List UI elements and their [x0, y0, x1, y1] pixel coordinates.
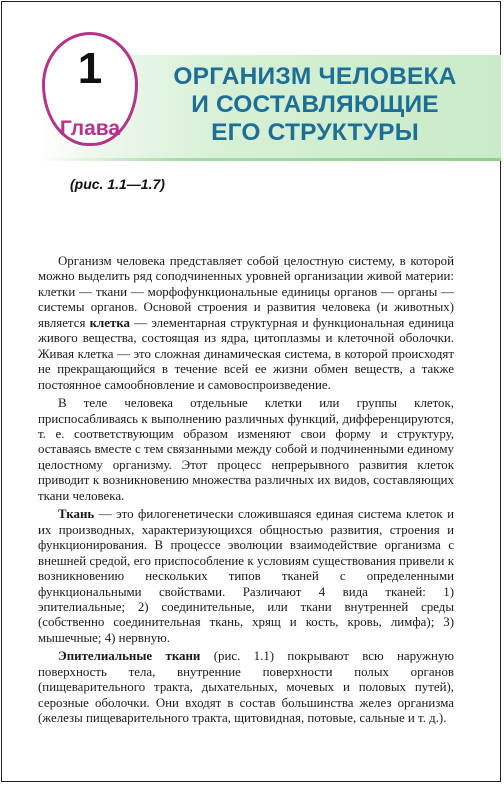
paragraph-text: — это филогенетически сложившаяся единая система клеток и их производных, характеризующихся общностью развития, строения и функционирования. В процессе эволюции взаимодействие организма с внешней средой, его приспособление к условиям существования привели к возникновению нескольких типов тканей с определенными функциональными свойствами. Различают 4 вида тканей: 1) эпителиальные; 2) соединительные, или ткани внутренней среды (собственно соединительная ткань, хрящ и кость, кровь, лимфа); 3) мышечные; 4) нервную.	[38, 507, 454, 645]
chapter-title-line: ОРГАНИЗМ ЧЕЛОВЕКА	[173, 63, 457, 90]
bold-term: Эпителиальные ткани	[58, 649, 201, 664]
paragraph: В теле человека отдельные клетки или группы клеток, приспосабливаясь к выполнению различных функций, дифференцируются, т. е. соответствующим образом изменяют свои форму и структуру, оставаясь вместе с тем связанными между собой и подчиненными единому целостному организму. Этот процесс непрерывного развития клеток приводит к возникновению множества различных их видов, составляющих ткани человека.	[38, 396, 454, 503]
body-text	[38, 254, 454, 727]
chapter-title-line: И СОСТАВЛЯЮЩИЕ	[191, 91, 439, 118]
paragraph	[38, 649, 454, 726]
figure-reference: (рис. 1.1—1.7)	[70, 176, 165, 192]
chapter-number: 1	[77, 44, 103, 93]
paragraph-text: — элементарная структурная и функциональная единица живого вещества, состоящая из ядра, цитоплазмы и клеточной оболочки. Живая клетка — это сложная динамическая система, в которой происходят не прекращающийся в течение всей ее жизни обмен веществ, а также постоянное самообновление и самовоспроизведение.	[38, 315, 455, 392]
chapter-label: Глава	[59, 117, 121, 140]
paragraph	[38, 254, 454, 393]
bold-term: клетка	[89, 315, 130, 330]
chapter-header-rule	[38, 158, 501, 161]
chapter-title-line: ЕГО СТРУКТУРЫ	[211, 119, 419, 146]
bold-term: Ткань	[58, 507, 95, 522]
paragraph-text: Организм человека представляет собой целостную систему, в которой можно выделить ряд соподчиненных уровней организации живой материи: клетки — ткани — морфофункциональные единицы органов — органы — системы органов. Основой строения и развития человека (и животных) является	[38, 254, 454, 330]
chapter-title	[150, 63, 480, 147]
paragraph-text: (рис. 1.1) покрывают всю наружную поверхность тела, внутренние поверхности полых органов (пищеварительного тракта, дыхательных, мочевых и половых путей), серозные оболочки. Они входят в состав большинства желез организма (железы пищеварительного тракта, щитовидная, потовые, сальные и т. д.).	[38, 649, 454, 726]
paragraph	[38, 507, 454, 646]
